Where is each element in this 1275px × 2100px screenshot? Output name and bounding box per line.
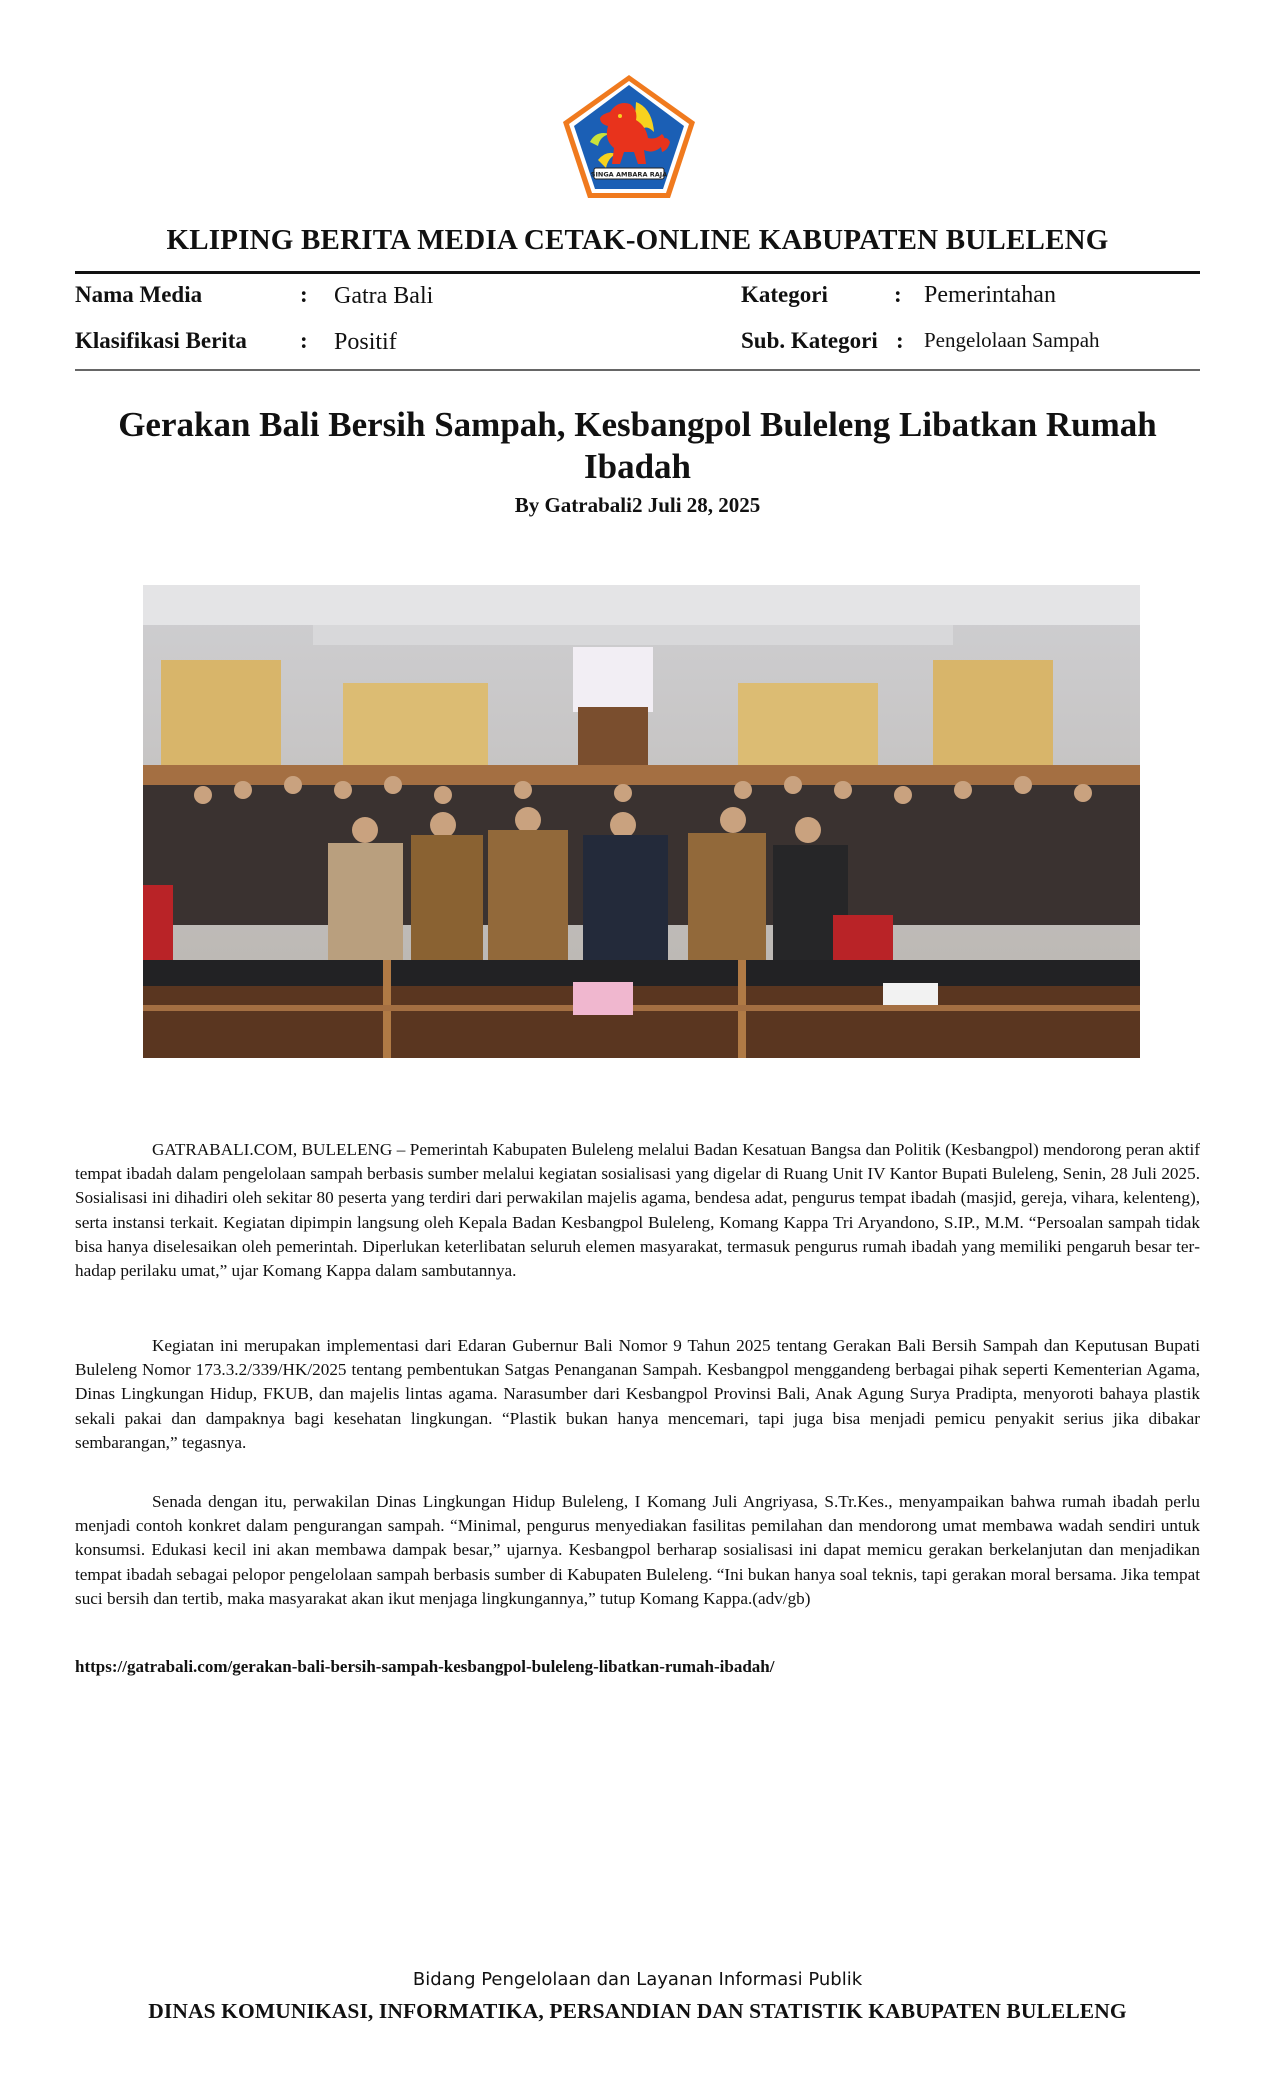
sub-kategori-value: Pengelolaan Sampah — [924, 328, 1100, 352]
klasifikasi-berita-label: Klasifikasi Berita — [75, 328, 247, 353]
article-byline: By Gatrabali2 Juli 28, 2025 — [514, 493, 761, 517]
kategori-label: Kategori — [741, 282, 828, 307]
sub-kategori-colon: : — [896, 328, 904, 353]
nama-media-colon: : — [300, 282, 308, 307]
footer-department-name: DINAS KOMUNIKASI, INFORMATIKA, PERSANDIAN DAN STATISTIK KABUPATEN BULELENG — [148, 1999, 1127, 2023]
header-top-rule — [75, 271, 1200, 274]
kategori-value: Pemerintahan — [924, 282, 1056, 308]
klasifikasi-berita-colon: : — [300, 328, 308, 353]
nama-media-value: Gatra Bali — [334, 283, 434, 309]
svg-text:SINGA AMBARA RAJA: SINGA AMBARA RAJA — [590, 170, 668, 179]
kabupaten-buleleng-logo — [560, 72, 698, 202]
document-title: KLIPING BERITA MEDIA CETAK-ONLINE KABUPATEN BULELENG — [166, 224, 1109, 256]
source-url-link[interactable]: https://gatrabali.com/gerakan-bali-bersih-sampah-kesbangpol-buleleng-libatkan-rumah-ibadah/ — [75, 1657, 775, 1676]
singa-ambara-raja-emblem-icon — [560, 72, 698, 202]
klasifikasi-berita-value: Positif — [334, 329, 397, 355]
kategori-colon: : — [894, 282, 902, 307]
article-photo — [143, 585, 1140, 1058]
nama-media-label: Nama Media — [75, 282, 203, 307]
article-paragraph: GATRABALI.COM, BULELENG – Pemerintah Kabupaten Buleleng melalui Badan Kesatuan Bangsa dan Politik (Kesbangpol) mendorong peran aktif tempat ibadah dalam pengelolaan sampah berbasis sumber melalui kegiatan sosialisasi yang digelar di Ruang Unit IV Kantor Bupati Buleleng, Senin, 28 Juli 2025. Sosialisasi ini dihadiri oleh sekitar 80 peserta yang terdiri dari perwakilan majelis agama, bendesa adat, pengurus tempat ibadah (masjid, gereja, vihara, kelenteng), serta instansi terkait. Kegiatan dipimpin langsung oleh Kepala Badan Kesbangpol Buleleng, Komang Kappa Tri Aryandono, S.IP., M.M. “Persoalan sampah tidak bisa hanya diselesaikan oleh pemerintah. Diperlukan keterlibatan seluruh elemen masyarakat, termasuk pengurus rumah ibadah yang memiliki pengaruh besar terhadap perilaku umat,” ujar Komang Kappa dalam sambutannya. — [75, 1140, 1200, 1281]
article-paragraph: Kegiatan ini merupakan implementasi dari Edaran Gubernur Bali Nomor 9 Tahun 2025 tentang Gerakan Bali Bersih Sampah dan Keputusan Bupati Buleleng Nomor 173.3.2/339/HK/2025 tentang pembentukan Satgas Penanganan Sampah. Kesbangpol menggandeng berbagai pihak seperti Kementerian Agama, Dinas Lingkungan Hidup, FKUB, dan majelis lintas agama. Narasumber dari Kesbangpol Provinsi Bali, Anak Agung Surya Pradipta, menyoroti bahaya plastik sekali pakai dan dampaknya bagi kesehatan lingkungan. “Plastik bukan hanya mencemari, tapi juga bisa menjadi pemicu penyakit serius jika dibakar sembarangan,” tegasnya. — [75, 1336, 1200, 1452]
sub-kategori-label: Sub. Kategori — [741, 328, 878, 353]
footer-unit-name: Bidang Pengelolaan dan Layanan Informasi Publik — [412, 1969, 863, 1990]
group-photo-meeting-room-image — [143, 585, 1140, 1058]
article-title: Gerakan Bali Bersih Sampah, Kesbangpol Buleleng Libatkan Rumah Ibadah — [118, 405, 1157, 486]
header-bottom-rule — [75, 369, 1200, 371]
article-paragraph: Senada dengan itu, perwakilan Dinas Lingkungan Hidup Buleleng, I Komang Juli Angriyasa, S.Tr.Kes., menyampaikan bahwa rumah ibadah perlu menjadi contoh konkret dalam pengurangan sampah. “Minimal, pengurus menyediakan fasilitas pemilahan dan mendorong umat membawa wadah sendiri untuk konsumsi. Edukasi kecil ini akan membawa dampak besar,” ujarnya. Kesbangpol berharap sosialisasi ini dapat memicu gerakan berkelanjutan dan menjadikan tempat ibadah sebagai pelopor pengelolaan sampah berbasis sumber di Kabupaten Buleleng. “Ini bukan hanya soal teknis, tapi gerakan moral bersama. Jika tempat suci bersih dan tertib, maka masyarakat akan ikut menjaga lingkungannya,” tutup Komang Kappa.(adv/gb) — [75, 1492, 1200, 1608]
